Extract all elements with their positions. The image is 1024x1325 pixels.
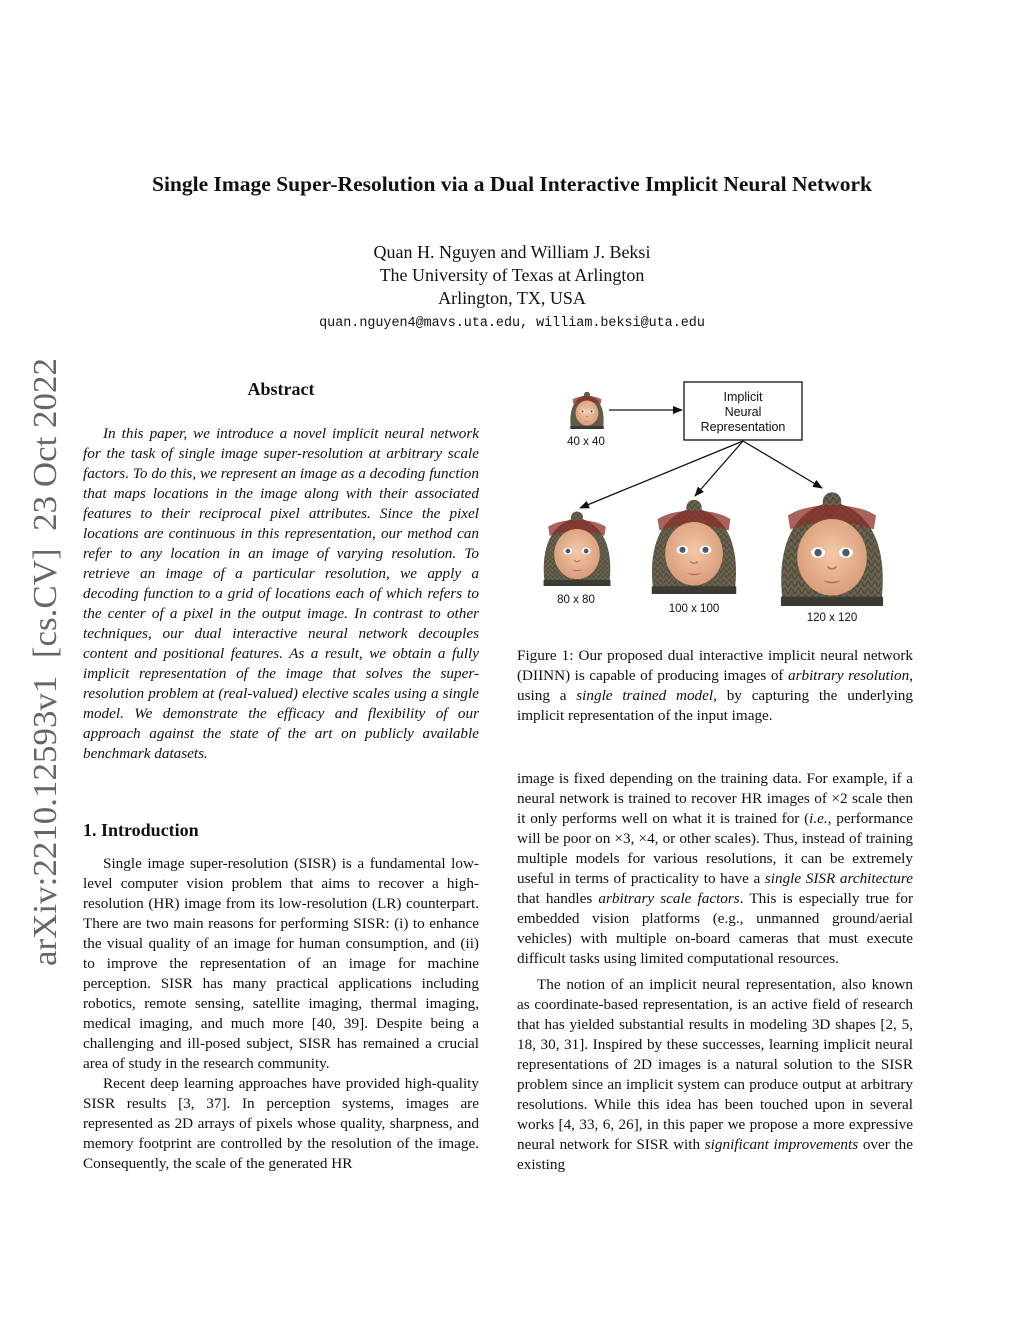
box-label-line-1: Implicit <box>723 390 763 404</box>
author-affiliation: The University of Texas at Arlington <box>379 265 645 285</box>
right-paragraph-2: The notion of an implicit neural representation, also known as coordinate-based representation, is an active field of research that has yielded substantial results in modeling 3D shapes [2, 5, 18, 30, 31]. Inspired by these successes, learning implicit neural representations of 2D images is a natural solution to the SISR problem since an implicit system can produce output at arbitrary resolutions. While this idea has been touched upon in several works [4, 33, 6, 26], in this paper we propose a more expressive neural network for SISR with significant improvements over the existing <box>517 976 914 1173</box>
arrow-to-80 <box>580 441 743 508</box>
output-100-label: 100 x 100 <box>668 603 720 615</box>
output-120-label: 120 x 120 <box>806 612 858 624</box>
figure-1-caption: Figure 1: Our proposed dual interactive implicit neural network (DIINN) is capable of producing images of arbitrary resolution, using a single trained model, by capturing the underlying implicit representation of the input image. <box>517 647 913 724</box>
arxiv-stamp <box>20 355 68 967</box>
author-names: Quan H. Nguyen and William J. Beksi <box>373 242 651 262</box>
box-label-line-3: Representation <box>700 420 786 434</box>
box-label-line-2: Neural <box>724 405 762 419</box>
author-emails: quan.nguyen4@mavs.uta.edu, william.beksi@uta.edu <box>319 316 705 331</box>
introduction-paragraph-2: Recent deep learning approaches have provided high-quality SISR results [3, 37]. In perception systems, images are represented as 2D arrays of pixels whose quality, sharpness, and memory footprint are controlled by the resolution of the image. Consequently, the scale of the generated HR <box>83 1075 479 1172</box>
arxiv-stamp-text: arXiv:2210.12593v1 [cs.CV] 23 Oct 2022 <box>27 374 64 966</box>
input-image <box>568 391 606 429</box>
output-image-120 <box>774 490 890 606</box>
introduction-heading: 1. Introduction <box>83 820 199 840</box>
arrow-to-100 <box>695 441 743 496</box>
output-80-label: 80 x 80 <box>557 594 595 606</box>
abstract-text: In this paper, we introduce a novel implicit neural network for the task of single image super-resolution at arbitrary scale factors. To do this, we represent an image as a decoding function that maps locations in the image along with their associated features to their reciprocal pixel attributes. Since the pixel locations are continuous in this representation, our method can refer to any location in an image of varying resolution. To retrieve an image of a particular resolution, we apply a decoding function to a grid of locations each of which refers to the center of a pixel in the output image. In contrast to other techniques, our dual interactive neural network decouples content and positional features. As a result, we obtain a fully implicit representation of the image that solves the super-resolution problem at (real-valued) elective scales using a single model. We demonstrate the efficacy and flexibility of our approach against the state of the art on publicly available benchmark datasets. <box>83 425 479 762</box>
paper-title: Single Image Super-Resolution via a Dual Interactive Implicit Neural Network <box>152 172 872 196</box>
abstract-heading: Abstract <box>247 379 315 399</box>
input-size-label: 40 x 40 <box>567 436 605 448</box>
right-column-body <box>517 769 913 1181</box>
author-block <box>0 241 1024 310</box>
output-image-80 <box>539 510 615 586</box>
right-paragraph-1: image is fixed depending on the training data. For example, if a neural network is trained to recover HR images of ×2 scale then it only performs well on what it is trained for (i.e., performance will be poor on ×3, ×4, or other scales). Thus, instead of training multiple models for various resolutions, it can be extremely useful in terms of practicality to have a single SISR architecture that handles arbitrary scale factors. This is especially true for embedded vision platforms (e.g., unmanned ground/aerial vehicles) with multiple on-board cameras that must execute difficult tasks using limited computational resources. <box>517 770 914 967</box>
introduction-paragraph-1: Single image super-resolution (SISR) is a fundamental low-level computer vision problem that aims to recover a high-resolution (HR) image from its low-resolution (LR) counterpart. There are two main reasons for performing SISR: (i) to enhance the visual quality of an image for human consumption, and (ii) to improve the representation of an image for machine perception. SISR has many practical applications including robotics, remote sensing, satellite imaging, thermal imaging, medical imaging, and much more [40, 39]. Despite being a challenging and ill-posed subject, SISR has remained a crucial area of study in the research community. <box>83 855 479 1072</box>
output-image-100 <box>646 498 742 594</box>
figure-1 <box>512 374 922 630</box>
introduction-body <box>83 854 479 1174</box>
author-location: Arlington, TX, USA <box>438 288 586 308</box>
arrow-to-120 <box>743 441 822 488</box>
